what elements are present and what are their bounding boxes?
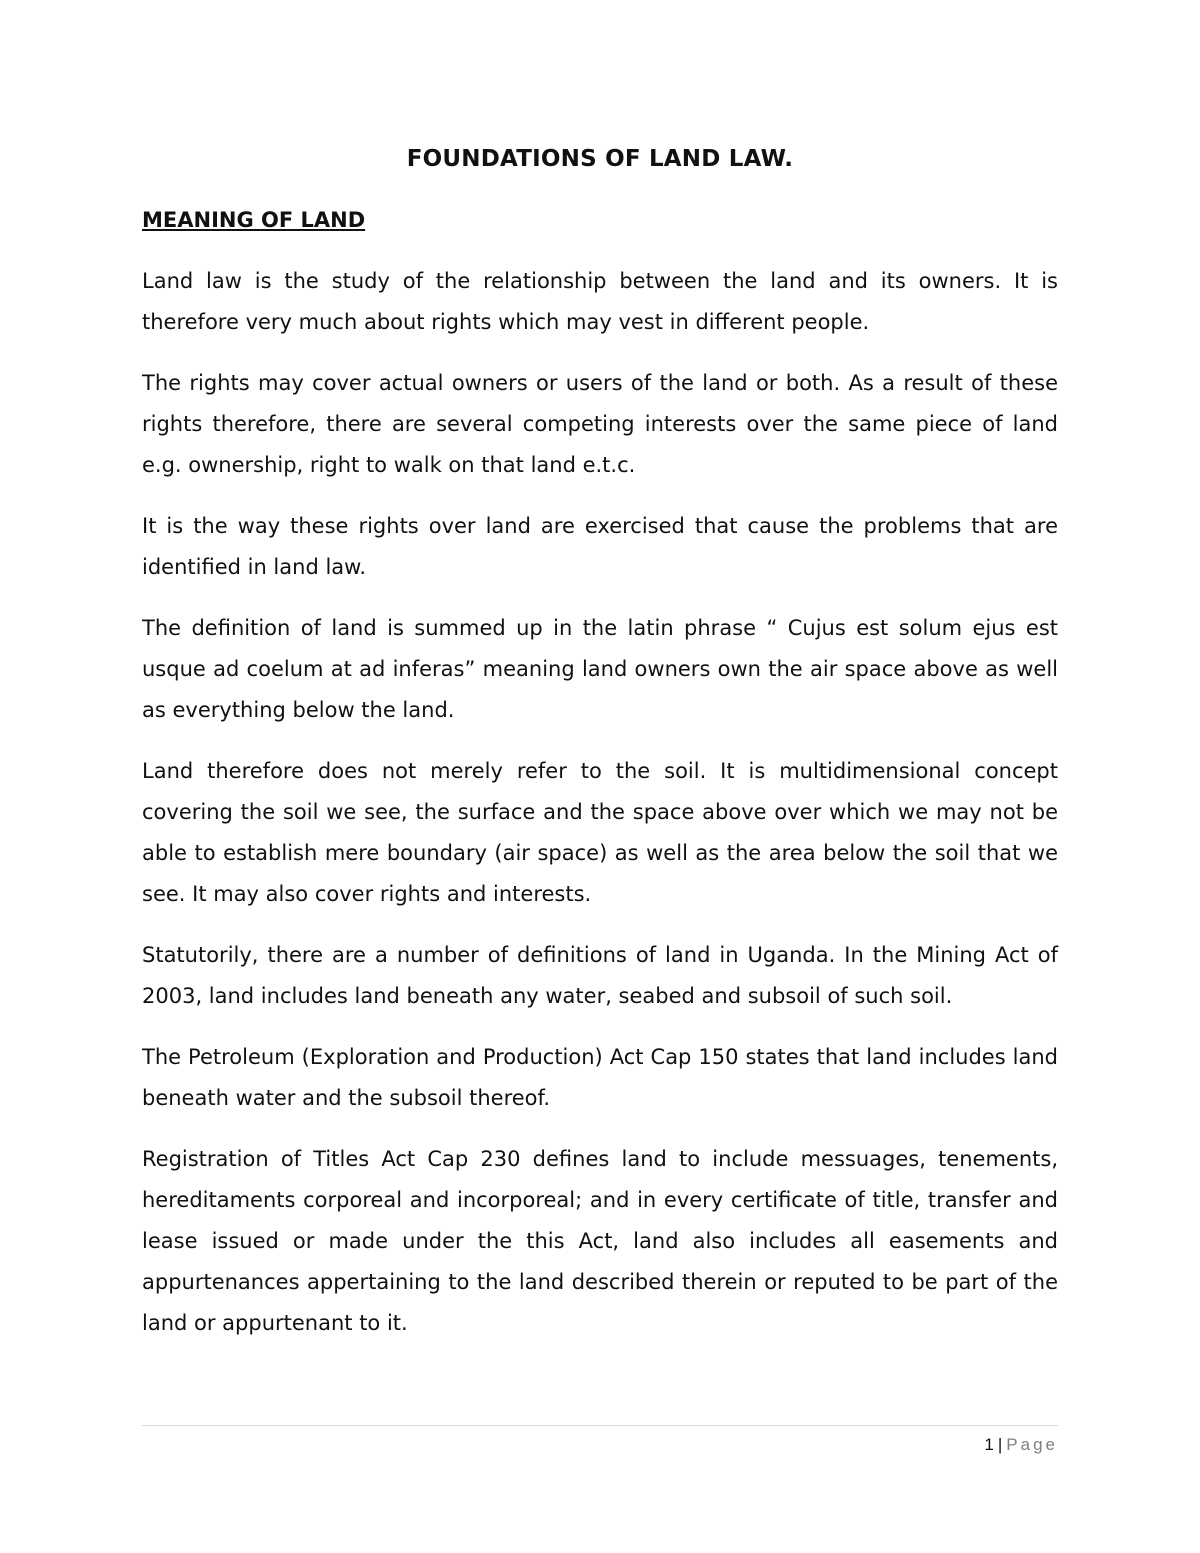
page-label: Page	[1006, 1435, 1058, 1454]
paragraph-2: The rights may cover actual owners or users of the land or both. As a result of these rights therefore, there are several competing interests over the same piece of land e.g. ownership, right to walk on that land e.t.c.	[142, 371, 1058, 477]
page-content	[142, 138, 1058, 1364]
paragraph-3: It is the way these rights over land are exercised that cause the problems that are identified in land law.	[142, 514, 1058, 579]
page-number: 1	[984, 1435, 994, 1454]
footer-divider	[142, 1425, 1058, 1426]
paragraph-8: Registration of Titles Act Cap 230 defines land to include messuages, tenements, hereditaments corporeal and incorporeal; and in every certificate of title, transfer and lease issued or made under the this Act, land also includes all easements and appurtenances appertaining to the land described therein or reputed to be part of the land or appurtenant to it.	[142, 1147, 1058, 1335]
section-heading: MEANING OF LAND	[142, 208, 366, 232]
paragraph-1: Land law is the study of the relationship between the land and its owners. It is therefore very much about rights which may vest in different people.	[142, 269, 1058, 334]
footer-separator: |	[997, 1435, 1003, 1454]
paragraph-5: Land therefore does not merely refer to the soil. It is multidimensional concept covering the soil we see, the surface and the space above over which we may not be able to establish mere boundary (air space) as well as the area below the soil that we see. It may also cover rights and interests.	[142, 759, 1058, 906]
page-footer	[984, 1433, 1058, 1457]
document-title: FOUNDATIONS OF LAND LAW.	[406, 146, 794, 172]
paragraph-4: The definition of land is summed up in the latin phrase “ Cujus est solum ejus est usque ad coelum at ad inferas” meaning land owners own the air space above as well as everything below the land.	[142, 616, 1058, 722]
paragraph-7: The Petroleum (Exploration and Production) Act Cap 150 states that land includes land beneath water and the subsoil thereof.	[142, 1045, 1058, 1110]
paragraph-6: Statutorily, there are a number of definitions of land in Uganda. In the Mining Act of 2003, land includes land beneath any water, seabed and subsoil of such soil.	[142, 943, 1058, 1008]
